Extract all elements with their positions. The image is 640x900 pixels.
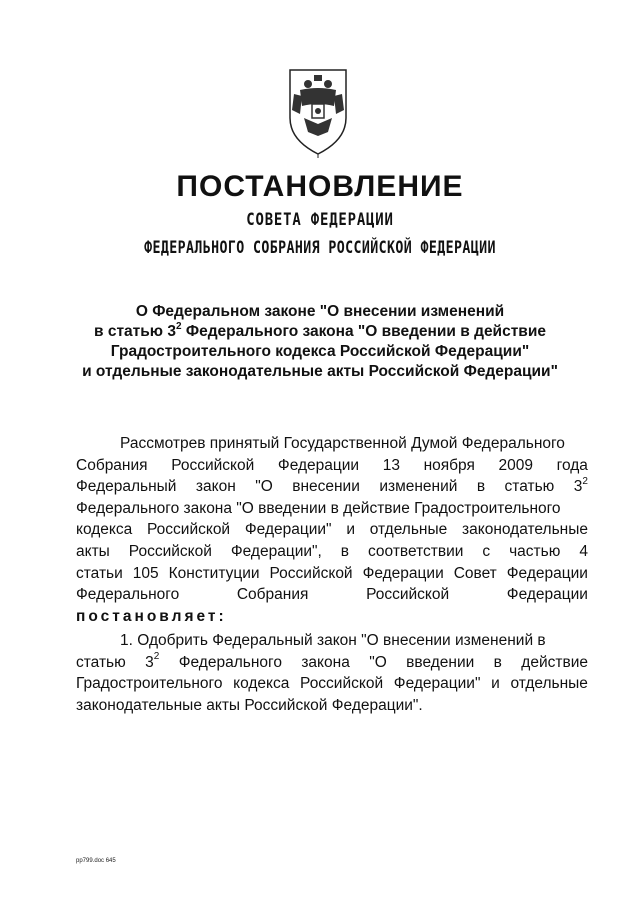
text-line: Собрания Российской Федерации 13 ноября 2009 года (76, 456, 588, 474)
text-line: Федерального закона "О введении в действие Градостроительного (76, 499, 561, 517)
subject-line: Градостроительного кодекса Российской Федерации" (110, 343, 530, 360)
text-line: статьи 105 Конституции Российской Федерации Совет Федерации (76, 564, 588, 582)
text-line: Градостроительного кодекса Российской Федерации" и отдельные (76, 675, 588, 693)
document-title: ПОСТАНОВЛЕНИЕ (176, 170, 464, 203)
file-code: pp799.doc 645 (76, 858, 116, 864)
resolves-word: постановляет: (76, 607, 227, 625)
preamble-paragraph (76, 433, 588, 627)
text-line: Рассмотрев принятый Государственной Думой Федерального (120, 435, 565, 452)
subject-line: и отдельные законодательные акты Российской Федерации" (82, 363, 558, 380)
russian-coat-of-arms-icon (286, 66, 350, 158)
text-line: Федерального Собрания Российской Федерации (76, 586, 588, 604)
subject-line: в статью $3^2$ Федерального закона "О введении в действие (94, 320, 546, 340)
text-line: кодекса Российской Федерации" и отдельные законодательные (76, 521, 588, 539)
issuer-line-2: ФЕДЕРАЛЬНОГО СОБРАНИЯ РОССИЙСКОЙ ФЕДЕРАЦИИ (144, 238, 496, 258)
resolution-item-1 (76, 630, 588, 716)
issuer-line-1: СОВЕТА ФЕДЕРАЦИИ (246, 210, 394, 230)
text-line: Федеральный закон "О внесении изменений в статью $3^2$ (76, 476, 588, 496)
text-line: акты Российской Федерации", в соответствии с частью 4 (76, 542, 588, 560)
text-line: законодательные акты Российской Федерации". (76, 696, 423, 714)
document-subject (60, 302, 580, 382)
text-line: статью $3^2$ Федерального закона "О введении в действие (76, 651, 588, 671)
subject-line: О Федеральном законе "О внесении изменений (135, 303, 505, 320)
text-line: 1. Одобрить Федеральный закон "О внесении изменений в (120, 632, 546, 649)
